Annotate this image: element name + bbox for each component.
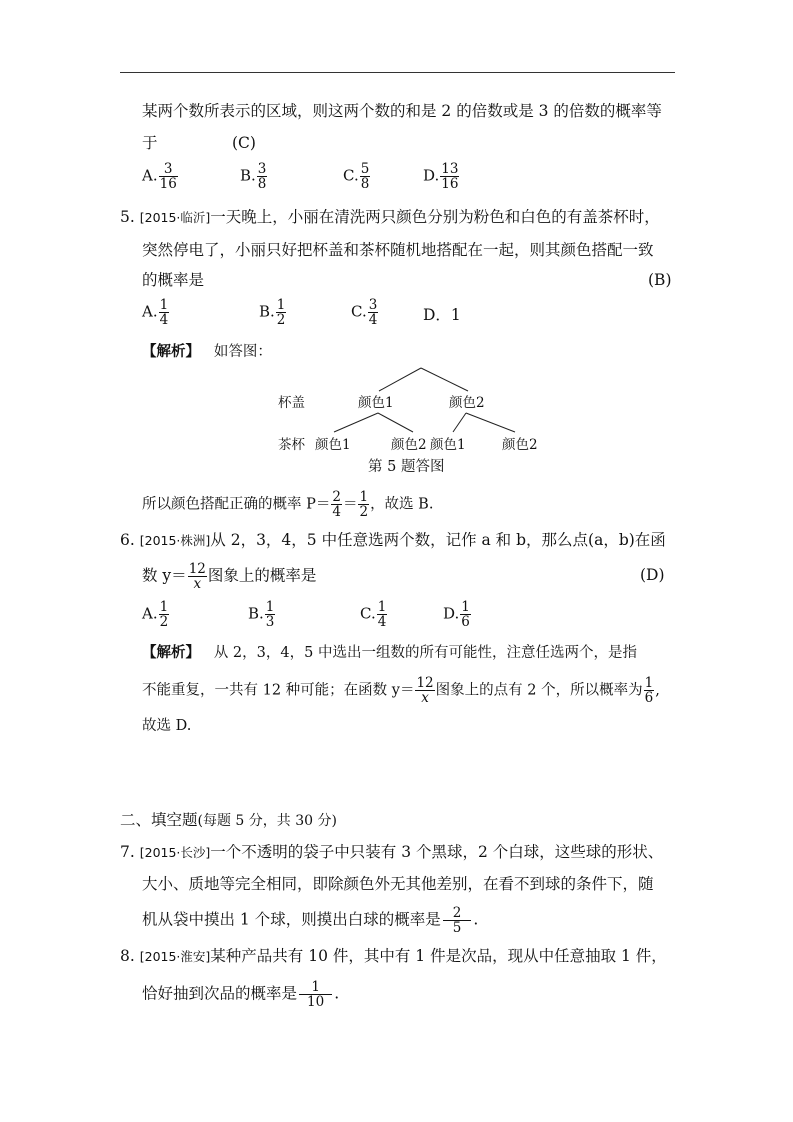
q5-line2: 突然停电了，小丽只好把杯盖和茶杯随机地搭配在一起，则其颜色搭配一致 — [142, 241, 654, 259]
q4-option-d: D. $\frac{13}{16}$ — [423, 161, 459, 192]
tree-edge-lid1-cup2 — [378, 413, 413, 432]
q4-line2: 于 — [142, 134, 158, 152]
tree-cup-color2-b: 颜色2 — [502, 437, 538, 453]
q4-option-a: A. $\frac{3}{16}$ — [142, 161, 177, 192]
tree-lid-color2: 颜色2 — [449, 395, 485, 411]
q5-analysis-label: 【解析】 — [142, 343, 200, 360]
q5-option-a: A. $\frac{1}{4}$ — [142, 297, 169, 328]
q5-option-b: B. $\frac{1}{2}$ — [259, 297, 286, 328]
q4-line1: 某两个数所表示的区域，则这两个数的和是 2 的倍数或是 3 的倍数的概率等 — [142, 102, 662, 120]
q6-option-a: A. $\frac{1}{2}$ — [142, 599, 169, 630]
q7-answer-blank: $\frac{2}{5}$ — [443, 906, 472, 935]
tree-edge-lid1-cup1 — [334, 413, 378, 432]
q8-line2: 恰好抽到次品的概率是 $\frac{1}{10}$ . — [142, 979, 340, 1010]
q5-answer: (B) — [648, 271, 672, 289]
q4-option-b: B. $\frac{3}{8}$ — [240, 161, 267, 192]
q6-option-b: B. $\frac{1}{3}$ — [248, 599, 275, 630]
q7-line1: 7. [2015·长沙]一个不透明的袋子中只装有 3 个黑球，2 个白球，这些球的形状、 — [120, 843, 664, 861]
tree-edge-root-lid2 — [421, 368, 468, 391]
q8-source: [2015·淮安] — [139, 949, 211, 964]
tree-row-label-lid: 杯盖 — [278, 395, 305, 411]
q6-number: 6. — [120, 531, 135, 549]
q6-line1: 6. [2015·株洲]从 2，3，4，5 中任意选两个数，记作 a 和 b，那么点(a，b)在函 — [120, 531, 666, 549]
tree-lid-color1: 颜色1 — [358, 395, 394, 411]
q6-option-c: C. $\frac{1}{4}$ — [360, 599, 387, 630]
q5-conclusion: 所以颜色搭配正确的概率 P＝ $\frac{2}{4}$ ＝ $\frac{1}{2}$ ，故选 B. — [142, 489, 434, 520]
q6-analysis-line3: 故选 D. — [142, 718, 192, 734]
q8-answer-blank: $\frac{1}{10}$ — [299, 980, 332, 1009]
q5-figure-caption: 第 5 题答图 — [368, 459, 445, 475]
q5-number: 5. — [120, 208, 135, 226]
q7-number: 7. — [120, 843, 135, 861]
q6-analysis-line2: 不能重复，一共有 12 种可能；在函数 y＝ $\frac{12}{x}$ 图象上的点有 2 个，所以概率为 $\frac{1}{6}$ , — [142, 675, 660, 706]
section2-heading: 二、填空题(每题 5 分，共 30 分) — [120, 811, 337, 829]
q5-analysis: 【解析】 如答图： — [142, 343, 272, 360]
tree-edge-lid2-cup4 — [466, 413, 515, 432]
q5-line1: 5. [2015·临沂]一天晚上，小丽在清洗两只颜色分别为粉色和白色的有盖茶杯时， — [120, 208, 660, 226]
q7-line3: 机从袋中摸出 1 个球，则摸出白球的概率是 $\frac{2}{5}$ . — [142, 905, 479, 936]
header-rule — [120, 72, 675, 73]
tree-cup-color2-a: 颜色2 — [391, 437, 427, 453]
q6-analysis-line1: 【解析】 从 2，3，4，5 中选出一组数的所有可能性，注意任选两个，是指 — [142, 644, 637, 661]
q7-line2: 大小、质地等完全相同，即除颜色外无其他差别，在看不到球的条件下，随 — [142, 875, 654, 893]
q7-source: [2015·长沙] — [139, 845, 211, 860]
q4-answer: (C) — [232, 134, 256, 152]
q8-line1: 8. [2015·淮安]某种产品共有 10 件，其中有 1 件是次品，现从中任意抽取 1 件， — [120, 947, 667, 965]
q6-line2: 数 y＝ $\frac{12}{x}$ 图象上的概率是 — [142, 561, 317, 592]
q5-source: [2015·临沂] — [139, 210, 211, 225]
tree-edge-root-lid1 — [379, 368, 421, 391]
q6-option-d: D. $\frac{1}{6}$ — [443, 599, 470, 630]
tree-edge-lid2-cup3 — [453, 413, 466, 432]
q6-analysis-label: 【解析】 — [142, 644, 200, 661]
tree-cup-color1-a: 颜色1 — [315, 437, 351, 453]
q6-source: [2015·株洲] — [139, 533, 211, 548]
q5-line3: 的概率是 — [142, 271, 205, 289]
tree-row-label-cup: 茶杯 — [278, 437, 305, 453]
tree-cup-color1-b: 颜色1 — [430, 437, 466, 453]
q8-number: 8. — [120, 947, 135, 965]
q4-option-c: C. $\frac{5}{8}$ — [343, 161, 370, 192]
q5-option-c: C. $\frac{3}{4}$ — [351, 297, 378, 328]
q6-answer: (D) — [640, 566, 665, 584]
q5-option-d: D．1 — [423, 306, 461, 324]
